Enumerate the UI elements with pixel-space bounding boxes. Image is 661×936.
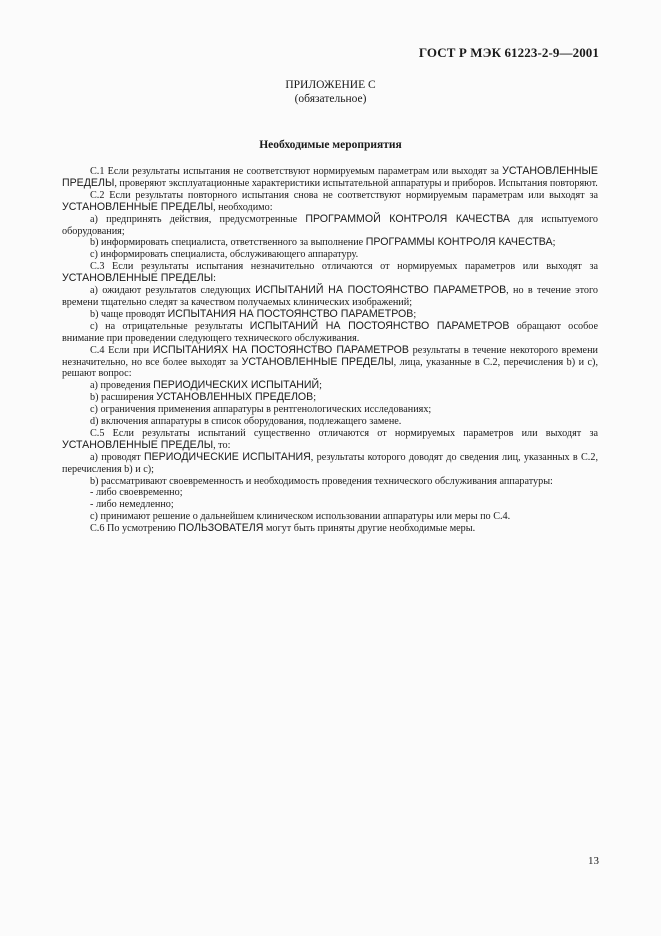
text-run: обращают особое внимание при проведении следующего технического обслуживания. <box>62 320 599 344</box>
text-run: , но в течение этого времени тщательно следят за качеством получаемых клинических изображений; <box>62 285 598 308</box>
text-run: С.2 Если результаты повторного испытания снова не соответствуют нормируемым параметрам или выходят за <box>90 189 598 201</box>
defined-term: ИСПЫТАНИЙ НА ПОСТОЯНСТВО ПАРАМЕТРОВ <box>255 284 507 297</box>
paragraph <box>62 249 598 261</box>
text-run: могут быть приняты другие необходимые меры. <box>263 523 476 535</box>
paragraph <box>62 345 598 381</box>
text-run: ; <box>319 380 322 392</box>
defined-term: ИСПЫТАНИЯ НА ПОСТОЯНСТВО ПАРАМЕТРОВ <box>167 307 414 320</box>
paragraph <box>62 499 598 511</box>
text-run: С.4 Если при <box>90 344 153 356</box>
standard-code: ГОСТ Р МЭК 61223-2-9—2001 <box>418 45 599 60</box>
text-run: ; <box>313 392 317 404</box>
defined-term: ПЕРИОДИЧЕСКИЕ ИСПЫТАНИЯ <box>143 450 311 463</box>
text-run: a) проводят <box>90 451 144 463</box>
paragraph <box>62 214 598 238</box>
text-run: ; <box>413 308 417 320</box>
text-run: c) на отрицательные результаты <box>90 320 250 332</box>
defined-term: УСТАНОВЛЕННЫЕ ПРЕДЕЛЫ <box>62 165 598 189</box>
text-run: a) проведения <box>90 380 154 392</box>
defined-term: ПРОГРАММОЙ КОНТРОЛЯ КАЧЕСТВА <box>305 212 510 225</box>
text-run: , результаты которого доводят до сведения лиц, указанных в С.2, перечисления b) и c); <box>62 451 598 475</box>
defined-term: УСТАНОВЛЕННЫЕ ПРЕДЕЛЫ <box>62 438 214 451</box>
paragraph <box>62 476 598 488</box>
text-run: , то: <box>213 439 231 451</box>
text-run: b) расширения <box>90 392 157 404</box>
text-run: , необходимо: <box>213 201 273 213</box>
text-run: c) ограничения применения аппаратуры в рентгенологических исследованиях; <box>90 404 432 416</box>
text-run: b) чаще проводят <box>90 308 168 320</box>
appendix-heading <box>0 78 661 106</box>
text-run: d) включения аппаратуры в список оборудования, подлежащего замене. <box>90 416 402 428</box>
text-run: b) информировать специалиста, ответственного за выполнение <box>90 237 366 249</box>
text-run: a) предпринять действия, предусмотренные <box>90 213 306 225</box>
section-title: Необходимые мероприятия <box>259 139 402 151</box>
paragraph <box>62 487 598 499</box>
paragraph <box>62 452 598 476</box>
defined-term: УСТАНОВЛЕННЫХ ПРЕДЕЛОВ <box>156 391 314 404</box>
defined-term: УСТАНОВЛЕННЫЕ ПРЕДЕЛЫ <box>62 272 214 285</box>
defined-term: ПРОГРАММЫ КОНТРОЛЯ КАЧЕСТВА <box>365 236 553 249</box>
paragraph <box>62 380 598 392</box>
text-run: С.6 По усмотрению <box>90 523 179 535</box>
paragraph <box>62 190 598 214</box>
text-run: С.5 Если результаты испытаний существенно отличаются от нормируемых параметров или выходят за <box>90 427 598 439</box>
text-run: c) информировать специалиста, обслуживающего аппаратуру. <box>90 249 359 261</box>
page-number: 13 <box>588 855 599 867</box>
text-run: для испытуемого оборудования; <box>62 213 598 237</box>
paragraph <box>62 237 598 249</box>
text-run: - либо своевременно; <box>90 487 183 499</box>
defined-term: ИСПЫТАНИЯХ НА ПОСТОЯНСТВО ПАРАМЕТРОВ <box>152 343 409 356</box>
paragraph <box>62 321 598 345</box>
paragraph <box>62 416 598 428</box>
paragraph <box>62 404 598 416</box>
paragraph <box>62 261 598 285</box>
paragraph <box>62 428 598 452</box>
text-run: - либо немедленно; <box>90 499 174 511</box>
defined-term: ПОЛЬЗОВАТЕЛЯ <box>178 522 264 535</box>
paragraph <box>62 523 598 535</box>
appendix-title: ПРИЛОЖЕНИЕ С <box>285 79 376 91</box>
defined-term: УСТАНОВЛЕННЫЕ ПРЕДЕЛЫ <box>62 200 214 213</box>
text-run: С.1 Если результаты испытания не соответствуют нормируемым параметрам или выходят за <box>90 166 503 177</box>
appendix-subtitle: (обязательное) <box>294 93 367 105</box>
defined-term: УСТАНОВЛЕННЫЕ ПРЕДЕЛЫ <box>241 355 394 368</box>
text-run: С.3 Если результаты испытания незначительно отличаются от нормируемых параметров или выходят за <box>90 261 598 273</box>
body-text <box>62 166 598 535</box>
paragraph <box>62 166 598 190</box>
defined-term: ПЕРИОДИЧЕСКИХ ИСПЫТАНИЙ <box>153 379 320 392</box>
text-run: c) принимают решение о дальнейшем клиническом использовании аппаратуры или меры по С.4. <box>90 511 511 523</box>
defined-term: ИСПЫТАНИЙ НА ПОСТОЯНСТВО ПАРАМЕТРОВ <box>249 319 510 332</box>
text-run: a) ожидают результатов следующих <box>90 285 256 297</box>
paragraph <box>62 392 598 404</box>
text-run: b) рассматривают своевременность и необходимость проведения технического обслуживания аппаратуры: <box>90 475 553 487</box>
text-run: результаты в течение некоторого времени незначительно, но все более выходят за <box>62 344 598 368</box>
paragraph <box>62 511 598 523</box>
text-run: : <box>213 273 216 285</box>
text-run: , проверяют эксплуатационные характеристики испытательной аппаратуры и приборов. Испытания повторяют. <box>114 177 598 189</box>
text-run: ; <box>552 237 556 249</box>
text-run: , лица, указанные в С.2, перечисления b) и c), решают вопрос: <box>62 356 598 380</box>
paragraph <box>62 285 598 309</box>
